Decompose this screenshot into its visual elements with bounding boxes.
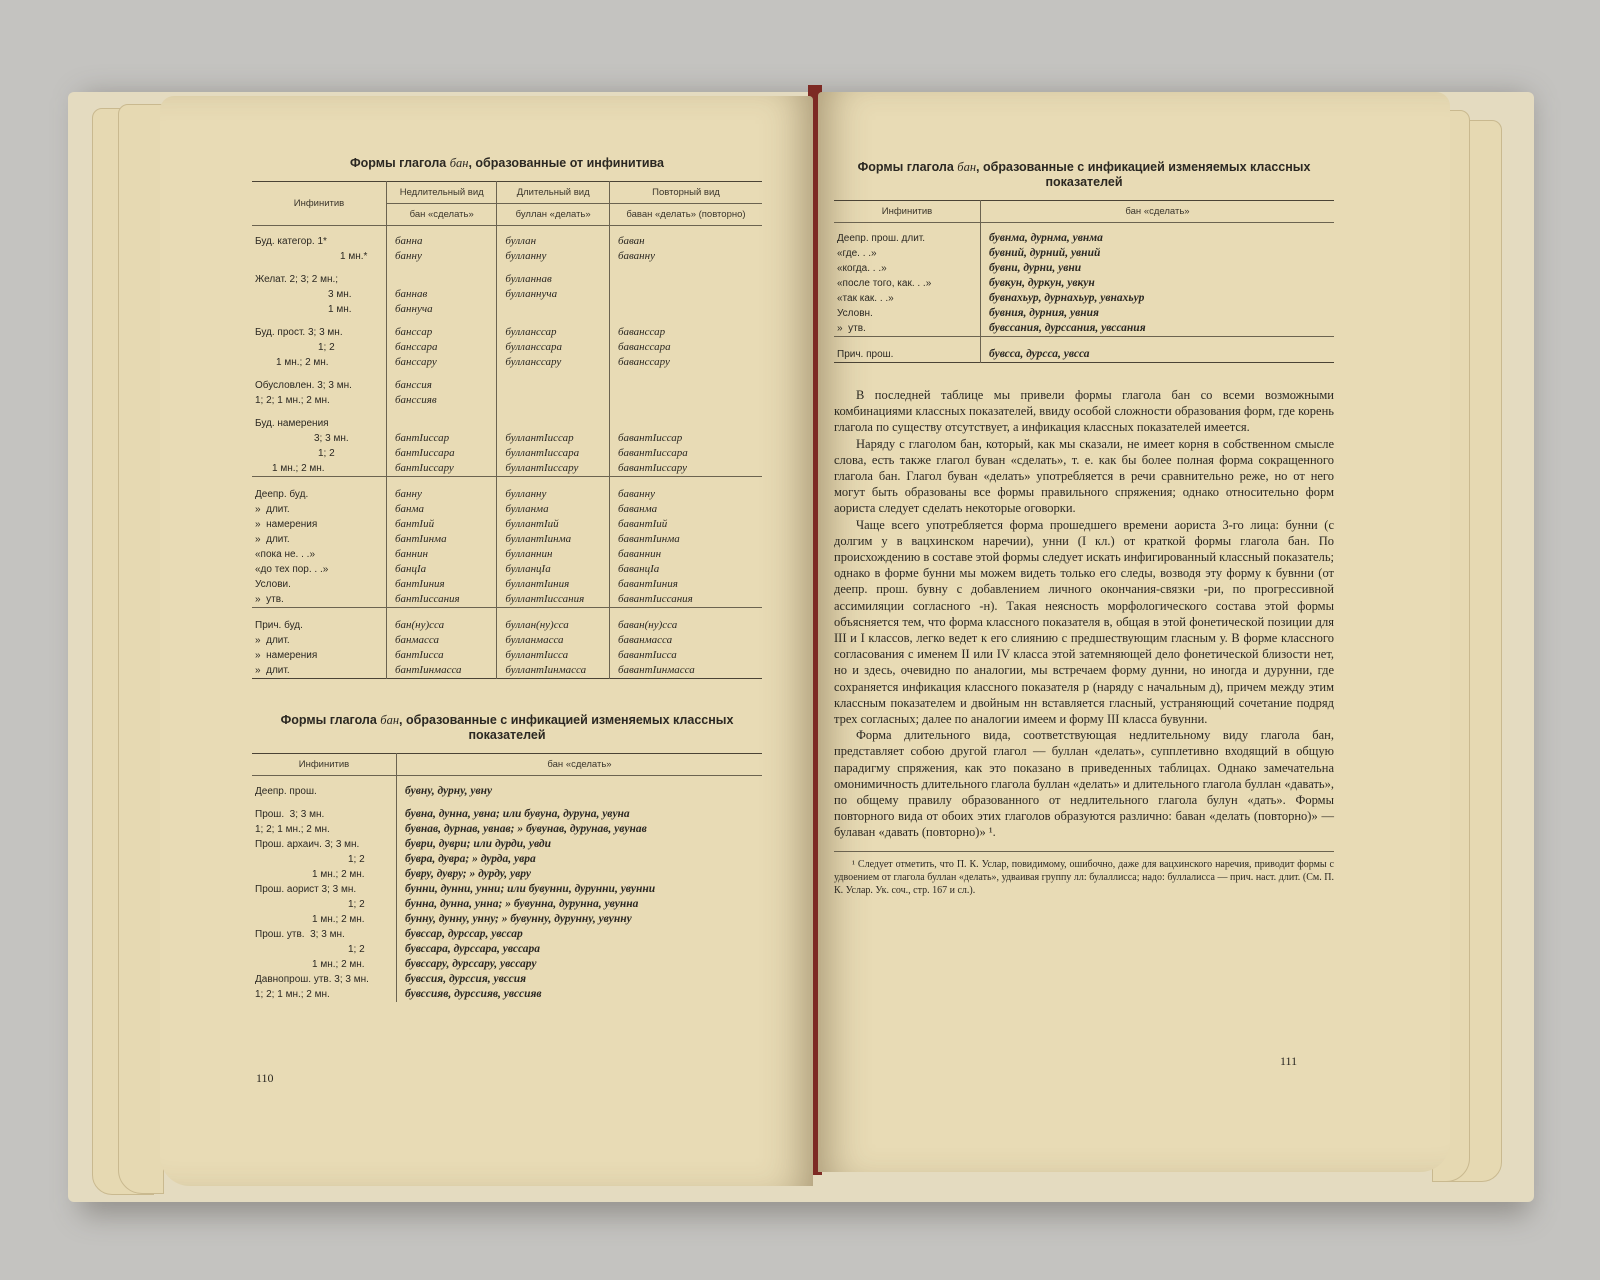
table-row bbox=[252, 370, 762, 393]
form-cell: банссия bbox=[387, 370, 497, 393]
form-cell bbox=[609, 393, 762, 408]
form-cell: бувнахьур, дурнахьур, увнахьур bbox=[981, 291, 1335, 306]
table-row bbox=[252, 249, 762, 264]
row-label: » длит. bbox=[255, 635, 290, 646]
table1-infinitive-forms bbox=[252, 181, 762, 679]
form-cell: бавантIинмасса bbox=[609, 663, 762, 679]
form-cell: бувния, дурния, увния bbox=[981, 306, 1335, 321]
table-row bbox=[252, 517, 762, 532]
table-row bbox=[252, 912, 762, 927]
form-cell: бантIинма bbox=[387, 532, 497, 547]
row-label: Прош. 3; 3 мн. bbox=[255, 809, 325, 820]
table-row bbox=[252, 431, 762, 446]
form-cell: бавантIий bbox=[609, 517, 762, 532]
form-cell: банссару bbox=[387, 355, 497, 370]
form-cell: бувни, дурни, увни bbox=[981, 261, 1335, 276]
form-cell: буллантIий bbox=[497, 517, 610, 532]
row-label: «пока не. . .» bbox=[255, 549, 316, 560]
row-label: 1; 2 bbox=[348, 899, 365, 910]
row-label: Деепр. буд. bbox=[252, 477, 387, 503]
row-label: Услови. bbox=[255, 579, 291, 590]
paragraph: Форма длительного вида, соответствующая недлительному виду глагола бан, представляет собою другой глагол — буллан «делать», супплетивно входящий в общую парадигму спряжения, как это показано в приведенных таблицах. Однако замечательна омонимичность длительного глагола буллан «делать» и длительного глагола буллан «давать», по общему правилу образованного от недлительного глагола булун «дать». Формы повторного вида от обоих этих глаголов образуются различно: баван «делать (повторно)» — булаван «давать (повторно)» ¹. bbox=[834, 728, 1334, 840]
form-cell: бувна, дунна, увна; или бувуна, дуруна, увуна bbox=[397, 799, 763, 822]
form-cell: баванну bbox=[609, 249, 762, 264]
form-cell: баванссару bbox=[609, 355, 762, 370]
form-cell: бунни, дунни, унни; или бувунни, дурунни, увунни bbox=[397, 882, 763, 897]
form-cell: буллантIиссара bbox=[497, 446, 610, 461]
table-row bbox=[834, 321, 1334, 337]
form-cell: бувсса, дурсса, увсса bbox=[981, 337, 1335, 363]
table-row bbox=[252, 355, 762, 370]
row-label: Прош. архаич. 3; 3 мн. bbox=[255, 839, 360, 850]
form-cell: буври, дуври; или дурди, увди bbox=[397, 837, 763, 852]
form-cell bbox=[609, 408, 762, 431]
footnote: ¹ Следует отметить, что П. К. Услар, повидимому, ошибочно, даже для вацхинского наречия, приводит формы с удвоением от глагола буллан «делать», удваивая группу лл: булаллисса; надо: буллалисса — прич. наст. длит. (См. П. К. Услар. Ук. соч., стр. 167 и сл.). bbox=[834, 851, 1334, 897]
header-col1: бан «сделать» bbox=[981, 201, 1335, 223]
form-cell: буллантIиссания bbox=[497, 592, 610, 608]
form-cell: булланнуча bbox=[497, 287, 610, 302]
form-cell: банма bbox=[387, 502, 497, 517]
form-cell: булланмасса bbox=[497, 633, 610, 648]
form-cell: булланну bbox=[497, 249, 610, 264]
row-label: 1 мн.; 2 мн. bbox=[312, 959, 365, 970]
form-cell bbox=[497, 302, 610, 317]
table1-title: Формы глагола бан, образованные от инфинитива bbox=[350, 156, 664, 170]
table2-title: Формы глагола бан, образованные с инфикацией изменяемых классных показателей bbox=[280, 713, 734, 742]
header-infinitive: Инфинитив bbox=[252, 182, 387, 226]
form-cell: булланссара bbox=[497, 340, 610, 355]
table-row bbox=[252, 264, 762, 287]
header-sub1: бан «сделать» bbox=[387, 204, 497, 226]
form-cell: баванма bbox=[609, 502, 762, 517]
form-cell: бунна, дунна, унна; » бувунна, дурунна, увунна bbox=[397, 897, 763, 912]
row-label: Желат. 2; 3; 2 мн.; bbox=[255, 274, 339, 285]
form-cell: бувра, дувра; » дурда, увра bbox=[397, 852, 763, 867]
form-cell: булланнин bbox=[497, 547, 610, 562]
row-label: 3; 3 мн. bbox=[314, 433, 349, 444]
row-label: » утв. bbox=[255, 594, 284, 605]
table-row bbox=[252, 562, 762, 577]
form-cell bbox=[497, 370, 610, 393]
form-cell bbox=[387, 408, 497, 431]
form-cell: бувнма, дурнма, увнма bbox=[981, 223, 1335, 247]
row-label: » длит. bbox=[255, 504, 290, 515]
form-cell bbox=[387, 264, 497, 287]
row-label: » длит. bbox=[255, 534, 290, 545]
header-sub2: буллан «делать» bbox=[497, 204, 610, 226]
row-label: «так как. . .» bbox=[837, 293, 894, 304]
table-row bbox=[252, 461, 762, 477]
paragraph: Наряду с глаголом бан, который, как мы сказали, не имеет корня в собственном смысле слова, есть также глагол буван «сделать», т. е. как бы более полная форма сокращенного глагола бан. Глагол буван «делать» употребляется в речи сравнительно реже, но от него могут быть образованы все формы правильного спряжения; однако относительно форм аориста следует сделать некоторые оговорки. bbox=[834, 436, 1334, 516]
form-cell: баванссар bbox=[609, 317, 762, 340]
form-cell: бувнав, дурнав, увнав; » бувунав, дурунав, увунав bbox=[397, 822, 763, 837]
form-cell: булланссару bbox=[497, 355, 610, 370]
form-cell: баван bbox=[609, 226, 762, 250]
table-row bbox=[834, 261, 1334, 276]
table-row bbox=[252, 547, 762, 562]
row-label: 1 мн.; 2 мн. bbox=[276, 357, 329, 368]
form-cell: бувссар, дурссар, увссар bbox=[397, 927, 763, 942]
row-label: 1; 2 bbox=[318, 448, 335, 459]
right-table-infix-forms bbox=[834, 200, 1334, 363]
right-page bbox=[818, 92, 1450, 1172]
row-label: » намерения bbox=[255, 519, 318, 530]
form-cell bbox=[497, 408, 610, 431]
row-label: 1; 2 bbox=[348, 944, 365, 955]
form-cell: бувссияв, дурссияв, увссияв bbox=[397, 987, 763, 1002]
form-cell: банну bbox=[387, 249, 497, 264]
row-label: 1 мн.; 2 мн. bbox=[312, 869, 365, 880]
form-cell: баннин bbox=[387, 547, 497, 562]
form-cell: бувну, дурну, увну bbox=[397, 776, 763, 800]
form-cell: баванцIа bbox=[609, 562, 762, 577]
row-label: 1; 2; 1 мн.; 2 мн. bbox=[255, 824, 330, 835]
table-row bbox=[252, 302, 762, 317]
table-row bbox=[252, 927, 762, 942]
table-row bbox=[252, 957, 762, 972]
form-cell: бавантIиссару bbox=[609, 461, 762, 477]
row-label: 3 мн. bbox=[328, 289, 352, 300]
row-label: Буд. категор. 1* bbox=[255, 236, 327, 247]
form-cell: банссара bbox=[387, 340, 497, 355]
row-label: Обусловлен. 3; 3 мн. bbox=[255, 380, 352, 391]
form-cell: баваннин bbox=[609, 547, 762, 562]
table-row bbox=[252, 502, 762, 517]
form-cell: бантIиния bbox=[387, 577, 497, 592]
row-label: Прош. аорист 3; 3 мн. bbox=[255, 884, 357, 895]
form-cell: буллантIиссар bbox=[497, 431, 610, 446]
left-page bbox=[160, 96, 813, 1186]
form-cell bbox=[609, 264, 762, 287]
form-cell bbox=[609, 287, 762, 302]
form-cell: бувкун, дуркун, увкун bbox=[981, 276, 1335, 291]
row-label: 1; 2; 1 мн.; 2 мн. bbox=[255, 989, 330, 1000]
form-cell: бавантIиссар bbox=[609, 431, 762, 446]
table-row bbox=[252, 226, 762, 250]
row-label: Прич. буд. bbox=[252, 608, 387, 634]
row-label: Прич. прош. bbox=[834, 337, 981, 363]
table-row bbox=[252, 867, 762, 882]
body-text bbox=[834, 387, 1334, 841]
table-row bbox=[834, 246, 1334, 261]
form-cell: баван(ну)сса bbox=[609, 608, 762, 634]
table-row bbox=[252, 608, 762, 634]
table-row bbox=[252, 987, 762, 1002]
table-row bbox=[252, 822, 762, 837]
table-row bbox=[252, 592, 762, 608]
table-row bbox=[252, 532, 762, 547]
row-label: » утв. bbox=[837, 323, 866, 334]
form-cell: бан(ну)сса bbox=[387, 608, 497, 634]
row-label: Прош. утв. 3; 3 мн. bbox=[255, 929, 345, 940]
form-cell: банну bbox=[387, 477, 497, 503]
form-cell: булланцIа bbox=[497, 562, 610, 577]
form-cell: бувссия, дурссия, увссия bbox=[397, 972, 763, 987]
form-cell: бавантIиния bbox=[609, 577, 762, 592]
header-sub3: баван «делать» (повторно) bbox=[609, 204, 762, 226]
row-label: 1; 2 bbox=[348, 854, 365, 865]
form-cell: буллантIинмасса bbox=[497, 663, 610, 679]
table-row bbox=[252, 897, 762, 912]
form-cell: бавантIинма bbox=[609, 532, 762, 547]
form-cell: бантIий bbox=[387, 517, 497, 532]
row-label: 1 мн.; 2 мн. bbox=[272, 463, 325, 474]
row-label: Деепр. прош. bbox=[255, 786, 317, 797]
row-label: Условн. bbox=[837, 308, 873, 319]
form-cell: баванссара bbox=[609, 340, 762, 355]
header-infinitive: Инфинитив bbox=[834, 201, 981, 223]
table-row bbox=[252, 776, 762, 800]
form-cell: бувний, дурний, увний bbox=[981, 246, 1335, 261]
table-row bbox=[252, 663, 762, 679]
paragraph: Чаще всего употребляется форма прошедшего времени аориста 3-го лица: бунни (с долгим у в вацхинском наречии), унни (I кл.) от краткой формы глагола бан. По происхождению в составе этой формы следует искать инфигированный классный показатель; однако в форме бунни мы можем видеть только его следы, возводя эту форму к бувнни (от деепр. прош. бувну с добавлением личного окончания-связки -ри, по прогрессивной ассимиляции согласного -н). Такая неясность морфологического состава этой формы объясняется тем, что форма классного показателя в, общая в этой фонетической позиции для III и I классов, легко ведет к его слиянию с предшествующим гласным у. В форме классного согласования с именем II или IV класса этой затемняющей дело фонетической близости нет, но и здесь, очевидно по аналогии, мы встречаем форму дунни, но иногда и дурунни, где сохраняется инфикация классного показателя р (наряду с начальным д), причем между этим классным показателем и двойным нн вставляется гласный, устраняющий сочетание подряд трех согласных; далее по аналогии имеем и форму III класса бувунни. bbox=[834, 517, 1334, 727]
table-row bbox=[252, 477, 762, 503]
form-cell: бавантIисса bbox=[609, 648, 762, 663]
table-row bbox=[834, 337, 1334, 363]
row-label: 1 мн.; 2 мн. bbox=[312, 914, 365, 925]
row-label: Деепр. прош. длит. bbox=[837, 233, 926, 244]
table-row bbox=[252, 408, 762, 431]
row-label: Буд. прост. 3; 3 мн. bbox=[255, 327, 343, 338]
form-cell: банцIа bbox=[387, 562, 497, 577]
form-cell: булланну bbox=[497, 477, 610, 503]
table-row bbox=[834, 291, 1334, 306]
table-row bbox=[252, 972, 762, 987]
form-cell: бантIиссару bbox=[387, 461, 497, 477]
form-cell: буллан(ну)сса bbox=[497, 608, 610, 634]
table-row bbox=[834, 223, 1334, 247]
form-cell: бувру, дувру; » дурду, увру bbox=[397, 867, 763, 882]
form-cell: бантIинмасса bbox=[387, 663, 497, 679]
row-label: «после того, как. . .» bbox=[837, 278, 932, 289]
right-table-title: Формы глагола бан, образованные с инфикацией изменяемых классных показателей bbox=[857, 160, 1311, 189]
table-row bbox=[252, 852, 762, 867]
page-number: 110 bbox=[256, 1071, 274, 1085]
table-row bbox=[252, 446, 762, 461]
form-cell: баванну bbox=[609, 477, 762, 503]
form-cell: бунну, дунну, унну; » бувунну, дурунну, увунну bbox=[397, 912, 763, 927]
header-infinitive: Инфинитив bbox=[252, 754, 397, 776]
form-cell: буллан bbox=[497, 226, 610, 250]
table-row bbox=[252, 799, 762, 822]
form-cell bbox=[497, 393, 610, 408]
table-row bbox=[252, 577, 762, 592]
form-cell: баннав bbox=[387, 287, 497, 302]
form-cell: банна bbox=[387, 226, 497, 250]
row-label: «когда. . .» bbox=[837, 263, 887, 274]
row-label: 1; 2 bbox=[318, 342, 335, 353]
form-cell: баванмасса bbox=[609, 633, 762, 648]
form-cell: бавантIиссара bbox=[609, 446, 762, 461]
paragraph: В последней таблице мы привели формы глагола бан со всеми возможными комбинациями классных показателей, ввиду особой сложности образования форм, где корень глагола по существу отсутствует, а инфикация классных показателей имеется. bbox=[834, 388, 1334, 435]
form-cell: буллантIисса bbox=[497, 648, 610, 663]
table-row bbox=[834, 276, 1334, 291]
table-row bbox=[252, 393, 762, 408]
form-cell: бантIиссар bbox=[387, 431, 497, 446]
left-page-stack-inner bbox=[118, 104, 164, 1194]
row-label: 1 мн.* bbox=[340, 251, 368, 262]
table-row bbox=[252, 882, 762, 897]
form-cell: буллантIинма bbox=[497, 532, 610, 547]
table-row bbox=[252, 648, 762, 663]
form-cell: булланнав bbox=[497, 264, 610, 287]
row-label: «где. . .» bbox=[837, 248, 877, 259]
form-cell: бантIиссания bbox=[387, 592, 497, 608]
form-cell bbox=[609, 302, 762, 317]
form-cell: бантIисса bbox=[387, 648, 497, 663]
form-cell: бантIиссара bbox=[387, 446, 497, 461]
form-cell: буллантIиния bbox=[497, 577, 610, 592]
row-label: «до тех пор. . .» bbox=[255, 564, 329, 575]
form-cell: бансcар bbox=[387, 317, 497, 340]
form-cell: бавантIиссания bbox=[609, 592, 762, 608]
form-cell: булланма bbox=[497, 502, 610, 517]
table-row bbox=[252, 287, 762, 302]
row-label: 1 мн. bbox=[328, 304, 352, 315]
form-cell: бувссара, дурссара, увссара bbox=[397, 942, 763, 957]
table-row bbox=[252, 317, 762, 340]
form-cell: банссияв bbox=[387, 393, 497, 408]
table-row bbox=[252, 340, 762, 355]
form-cell: булланссар bbox=[497, 317, 610, 340]
row-label: » длит. bbox=[255, 665, 290, 676]
form-cell: бувссару, дурссару, увссару bbox=[397, 957, 763, 972]
table-row bbox=[252, 942, 762, 957]
row-label: Давнопрош. утв. 3; 3 мн. bbox=[255, 974, 369, 985]
table-row bbox=[834, 306, 1334, 321]
header-col1: бан «сделать» bbox=[397, 754, 763, 776]
form-cell bbox=[609, 370, 762, 393]
form-cell: банмасса bbox=[387, 633, 497, 648]
row-label: 1; 2; 1 мн.; 2 мн. bbox=[255, 395, 330, 406]
header-col1: Недлительный вид bbox=[387, 182, 497, 204]
row-label: » намерения bbox=[255, 650, 318, 661]
page-number: 111 bbox=[1280, 1054, 1298, 1068]
table2-infix-forms bbox=[252, 753, 762, 1002]
form-cell: баннуча bbox=[387, 302, 497, 317]
table-row bbox=[252, 837, 762, 852]
row-label: Буд. намерения bbox=[255, 418, 329, 429]
header-col3: Повторный вид bbox=[609, 182, 762, 204]
table-row bbox=[252, 633, 762, 648]
header-col2: Длительный вид bbox=[497, 182, 610, 204]
form-cell: буллантIиссару bbox=[497, 461, 610, 477]
form-cell: бувссания, дурссания, увссания bbox=[981, 321, 1335, 337]
